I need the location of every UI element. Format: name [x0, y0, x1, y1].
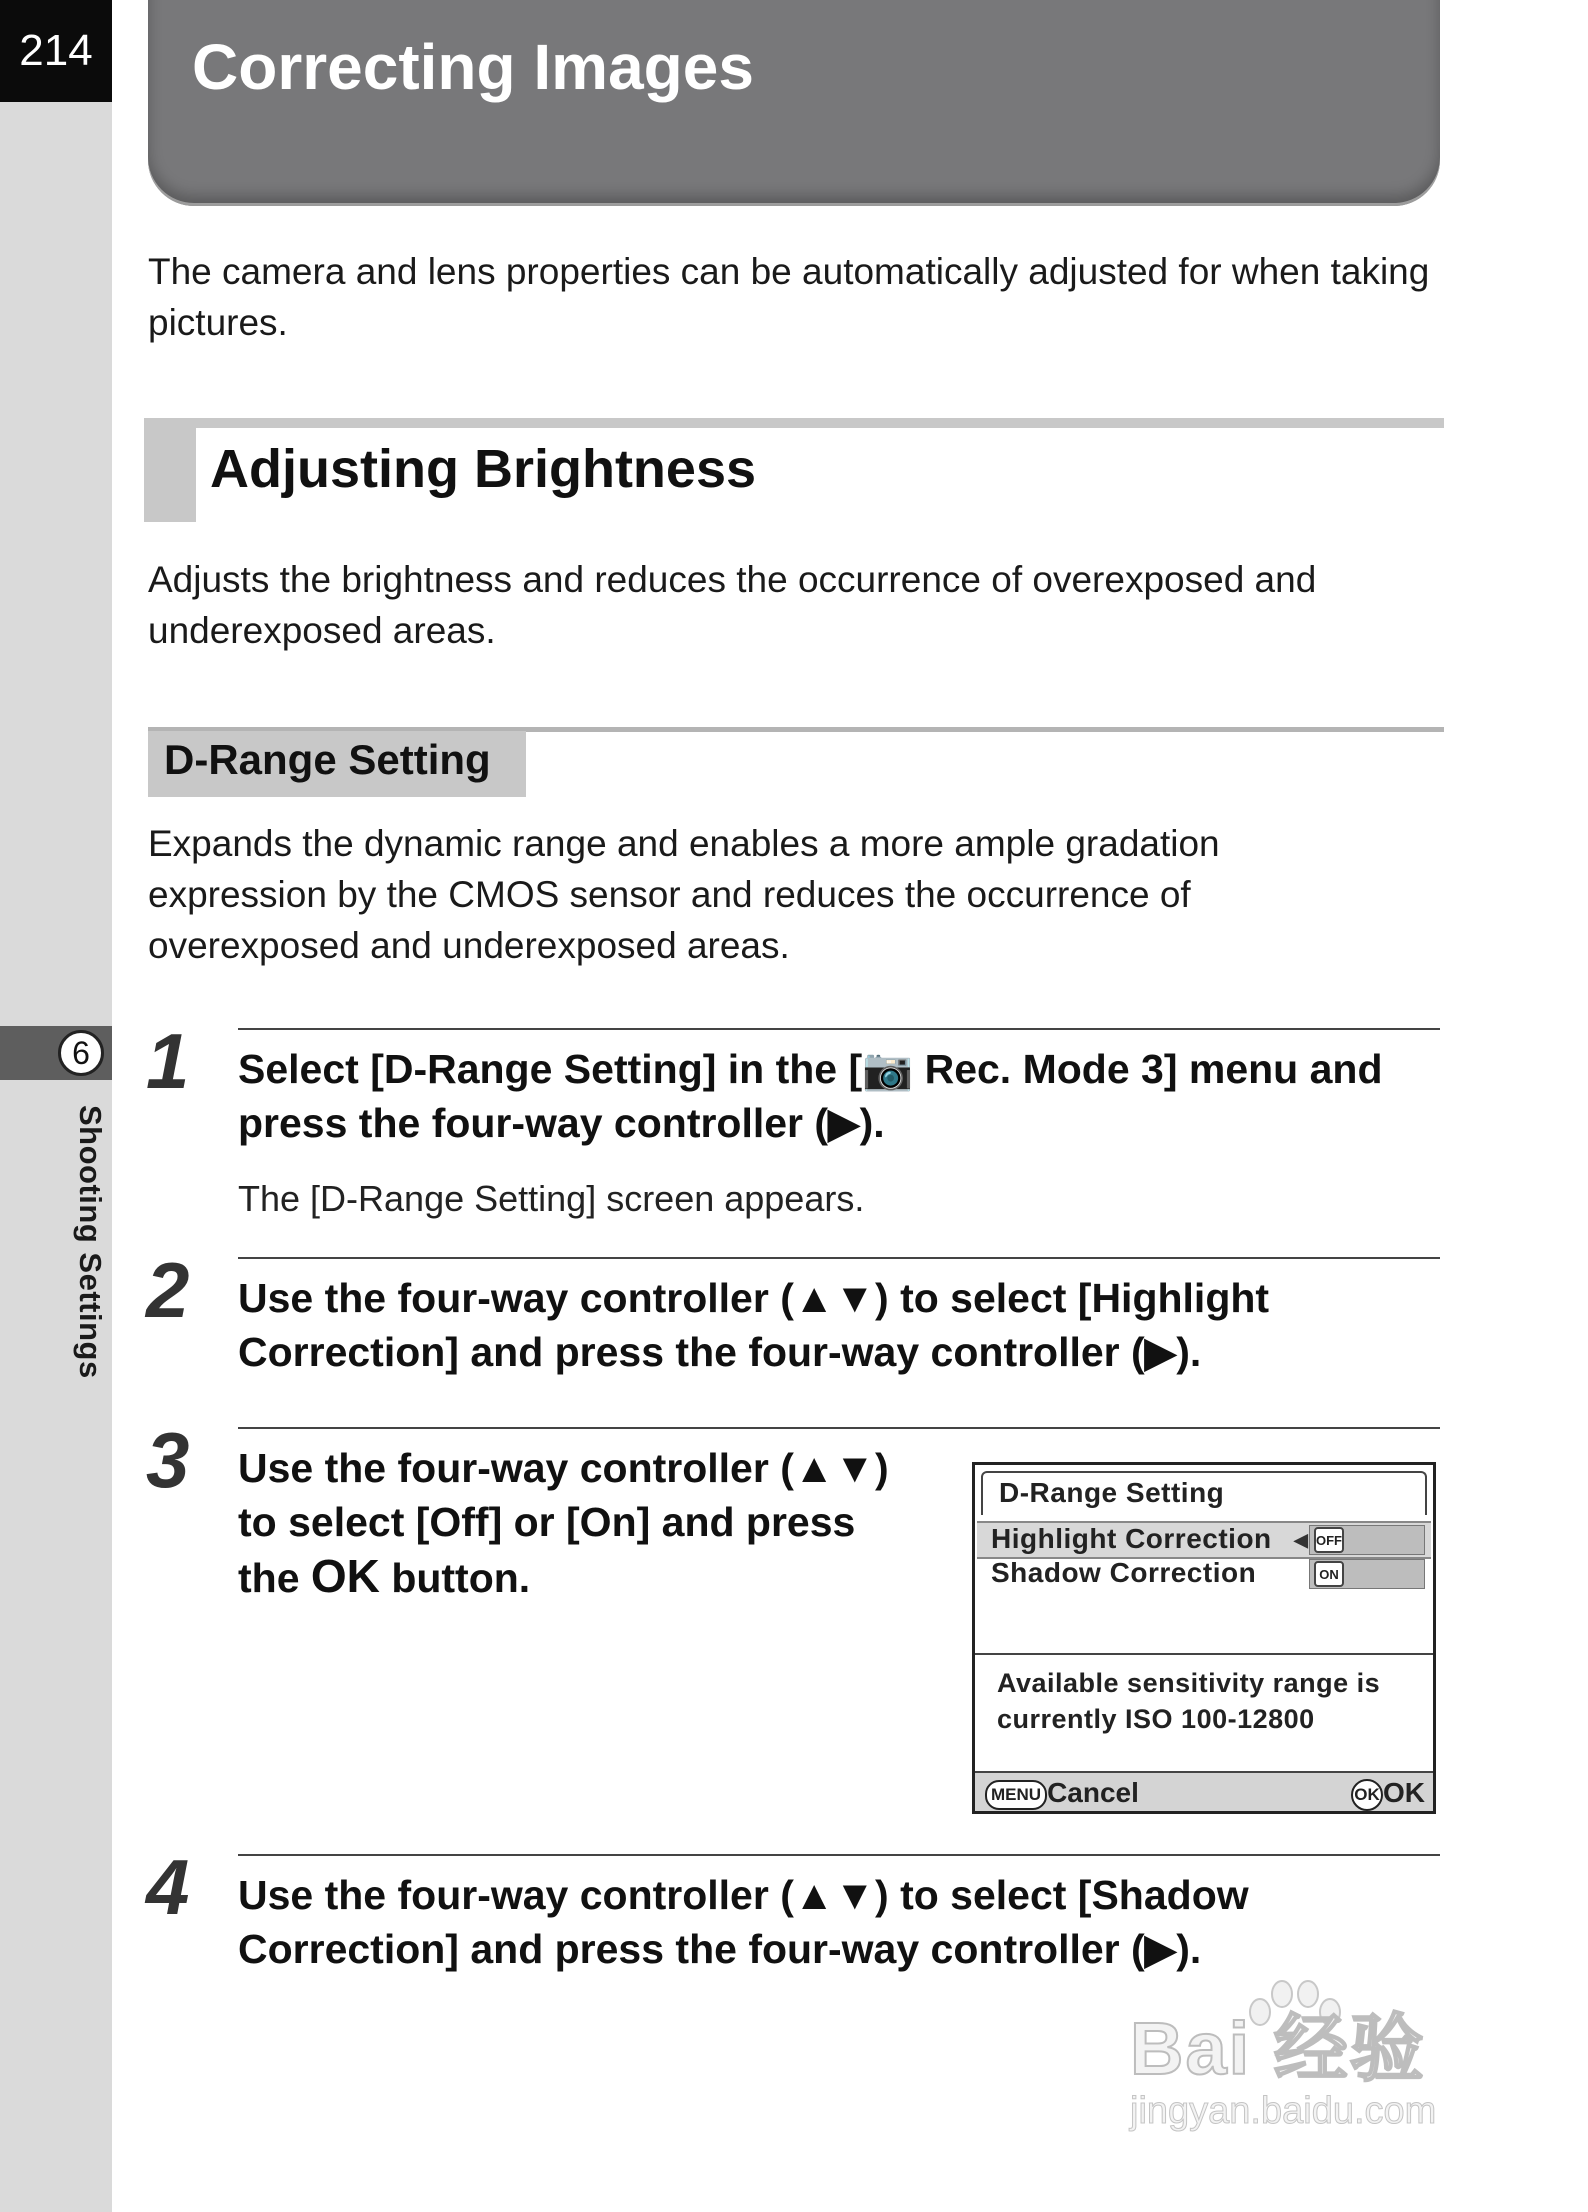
subsection-title: D-Range Setting: [164, 736, 491, 783]
chapter-number: 6: [58, 1030, 104, 1076]
step-number: 2: [146, 1246, 190, 1334]
subsection-description: Expands the dynamic range and enables a more ample gradation expression by the CMOS sensor and reduces the occurrence of overexposed and underexposed areas.: [148, 823, 1220, 966]
step-divider: [238, 1257, 1440, 1259]
camera-screen: [972, 1462, 1436, 1814]
ok-control[interactable]: OK OK: [1351, 1777, 1425, 1811]
menu-row-shadow-correction[interactable]: Shadow Correction ON: [977, 1557, 1431, 1591]
step-1-note: The [D-Range Setting] screen appears.: [238, 1178, 865, 1219]
ok-button-icon: OK: [1351, 1779, 1383, 1811]
step-divider: [238, 1028, 1440, 1030]
shadow-on-icon: ON: [1314, 1561, 1344, 1587]
cancel-control[interactable]: MENU Cancel: [985, 1777, 1139, 1810]
screen-divider: [975, 1653, 1433, 1655]
page-title: Correcting Images: [192, 31, 754, 103]
screen-title: D-Range Setting: [999, 1477, 1225, 1508]
menu-button-icon: MENU: [985, 1780, 1047, 1810]
left-arrow-icon: ◀: [1294, 1530, 1308, 1550]
sensitivity-note: Available sensitivity range is currently ISO 100-12800: [997, 1668, 1381, 1734]
step-number: 1: [146, 1017, 190, 1105]
highlight-off-icon: OFF: [1314, 1527, 1344, 1553]
step-number: 4: [146, 1843, 190, 1931]
screen-footer: [975, 1771, 1433, 1811]
chapter-label: Shooting Settings: [73, 1105, 108, 1379]
ok-button-glyph: OK: [310, 1550, 380, 1602]
menu-row-highlight-correction[interactable]: Highlight Correction ◀ OFF: [977, 1521, 1431, 1559]
section-title: Adjusting Brightness: [210, 439, 757, 499]
step-4-text: Use the four-way controller (▲▼) to select [Shadow Correction] and press the four-way controller (▶).: [238, 1872, 1249, 1972]
step-divider: [238, 1854, 1440, 1856]
step-3-text: Use the four-way controller (▲▼) to select [Off] or [On] and press the OK button.: [238, 1445, 889, 1602]
section-description: Adjusts the brightness and reduces the occurrence of overexposed and underexposed areas.: [148, 559, 1317, 651]
page-number: 214: [0, 0, 112, 102]
step-divider: [238, 1427, 1440, 1429]
step-number: 3: [146, 1416, 190, 1504]
step-1-text: Select [D-Range Setting] in the [📷 Rec. Mode 3] menu and press the four-way controller (▶).: [238, 1046, 1383, 1146]
intro-paragraph: The camera and lens properties can be automatically adjusted for when taking pictures.: [148, 251, 1430, 343]
watermark: Bai 经验 jingyan.baidu.com: [1130, 2007, 1437, 2132]
step-2-text: Use the four-way controller (▲▼) to select [Highlight Correction] and press the four-way controller (▶).: [238, 1275, 1270, 1375]
